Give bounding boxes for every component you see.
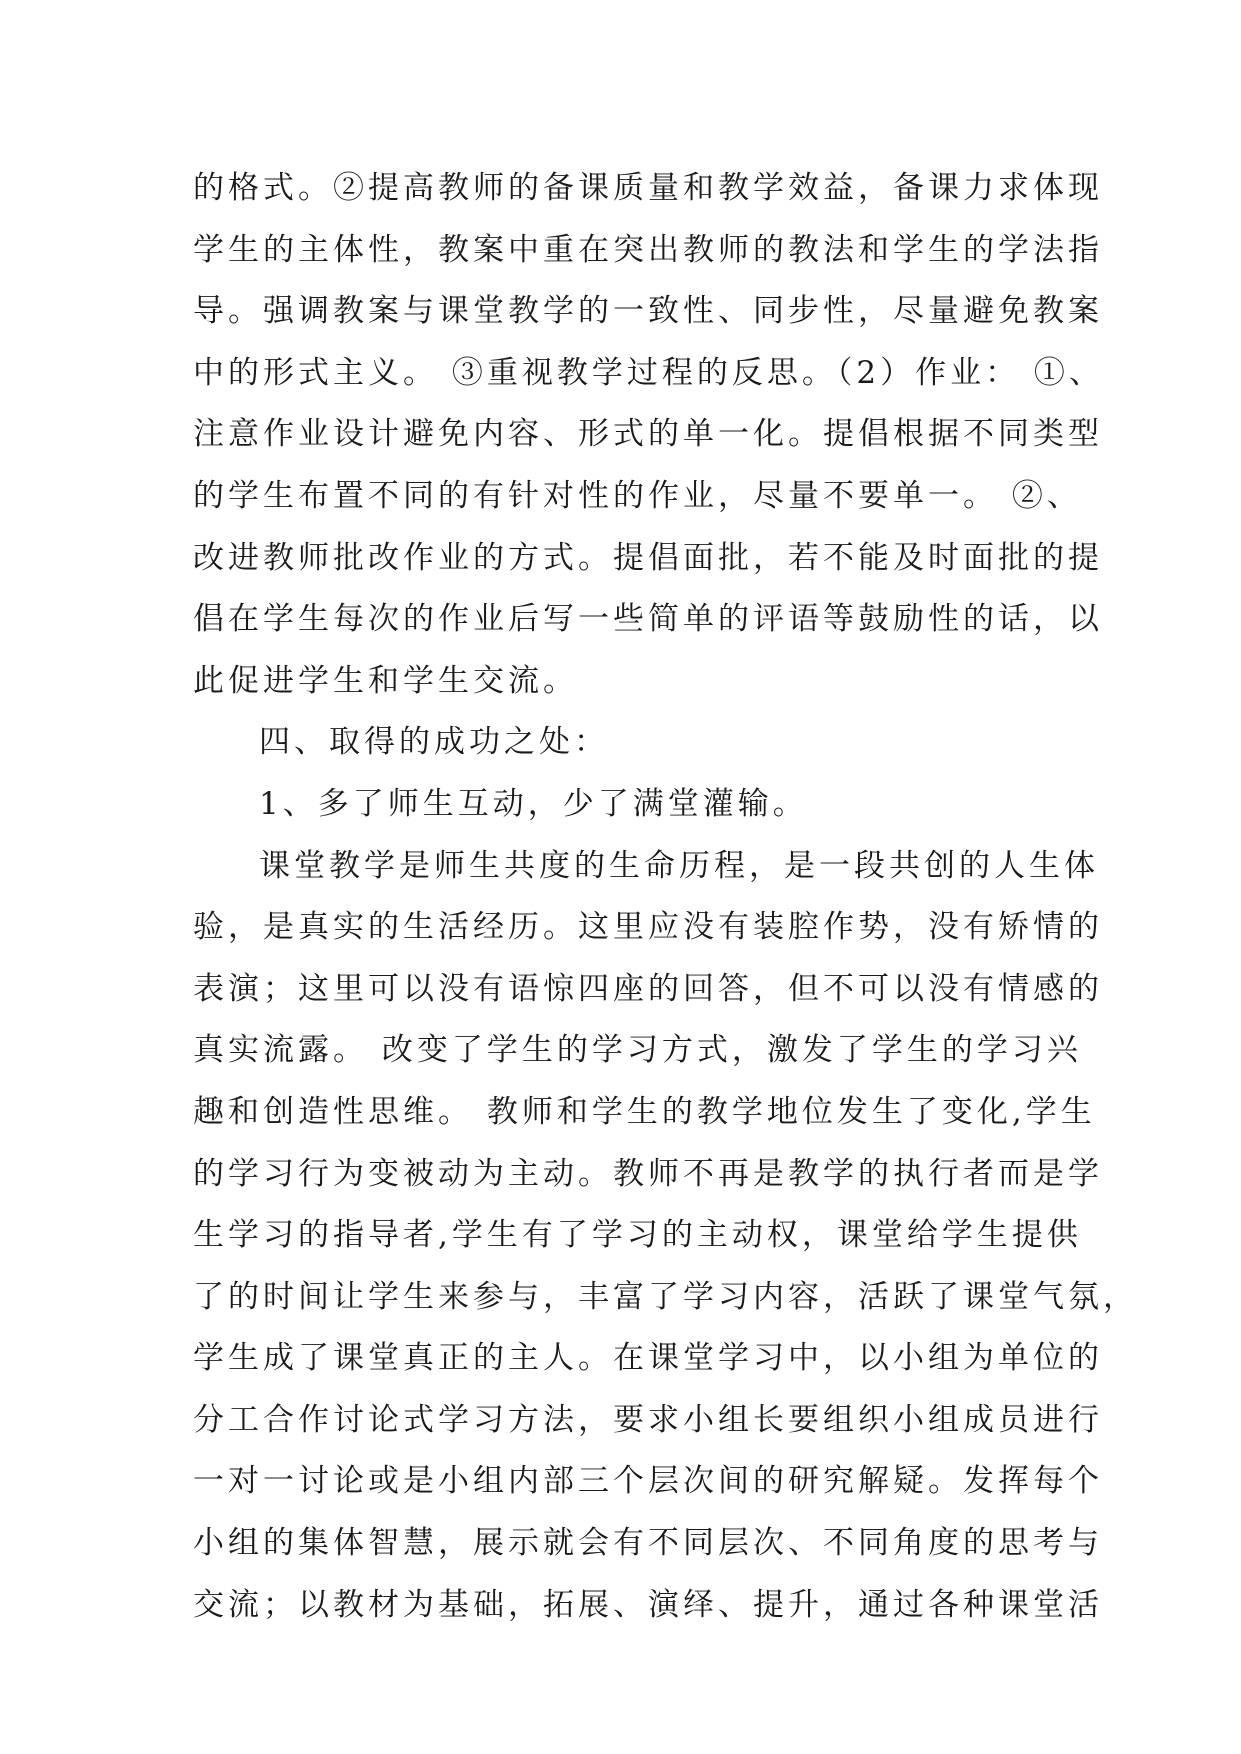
text-line: 生学习的指导者,学生有了学习的主动权，课堂给学生提供 <box>193 1217 1082 1254</box>
text-line: 的学生布置不同的有针对性的作业，尽量不要单一。 ②、 <box>193 477 1082 514</box>
text-line: 了的时间让学生来参与，丰富了学习内容，活跃了课堂气氛， <box>193 1278 1138 1315</box>
text-line: 中的形式主义。 ③重视教学过程的反思。（2）作业： ①、 <box>193 354 1104 391</box>
text-line: 真实流露。 改变了学生的学习方式，激发了学生的学习兴 <box>193 1032 1082 1069</box>
text-line: 学生成了课堂真正的主人。在课堂学习中，以小组为单位的 <box>193 1340 1103 1377</box>
text-line: 趣和创造性思维。 教师和学生的教学地位发生了变化,学生 <box>193 1093 1096 1130</box>
section-heading: 四、取得的成功之处： <box>259 724 609 761</box>
text-line: 的格式。②提高教师的备课质量和教学效益，备课力求体现 <box>193 170 1103 206</box>
text-line: 改进教师批改作业的方式。提倡面批，若不能及时面批的提 <box>193 539 1103 576</box>
text-line: 此促进学生和学生交流。 <box>193 662 578 699</box>
body-paragraph <box>193 836 1138 1637</box>
text-line: 倡在学生每次的作业后写一些简单的评语等鼓励性的话，以 <box>193 601 1103 638</box>
text-line: 分工合作讨论式学习方法，要求小组长要组织小组成员进行 <box>193 1401 1103 1438</box>
document-body <box>193 158 1138 1636</box>
text-line: 的学习行为变被动为主动。教师不再是教学的执行者而是学 <box>193 1155 1103 1192</box>
text-line: 学生的主体性，教案中重在突出教师的教法和学生的学法指 <box>193 231 1103 268</box>
subheading: 1、多了师生互动，少了满堂灌输。 <box>259 785 808 822</box>
text-line: 小组的集体智慧，展示就会有不同层次、不同角度的思考与 <box>193 1525 1103 1562</box>
text-line: 注意作业设计避免内容、形式的单一化。提倡根据不同类型 <box>193 416 1103 453</box>
text-line: 验，是真实的生活经历。这里应没有装腔作势，没有矫情的 <box>193 909 1103 946</box>
text-line: 课堂教学是师生共度的生命历程，是一段共创的人生体 <box>259 847 1099 884</box>
text-line: 导。强调教案与课堂教学的一致性、同步性，尽量避免教案 <box>193 293 1103 330</box>
text-line: 一对一讨论或是小组内部三个层次间的研究解疑。发挥每个 <box>193 1463 1103 1500</box>
text-line: 表演；这里可以没有语惊四座的回答，但不可以没有情感的 <box>193 970 1103 1007</box>
continued-paragraph <box>193 158 1104 712</box>
text-line: 交流；以教材为基础，拓展、演绎、提升，通过各种课堂活 <box>193 1586 1103 1623</box>
